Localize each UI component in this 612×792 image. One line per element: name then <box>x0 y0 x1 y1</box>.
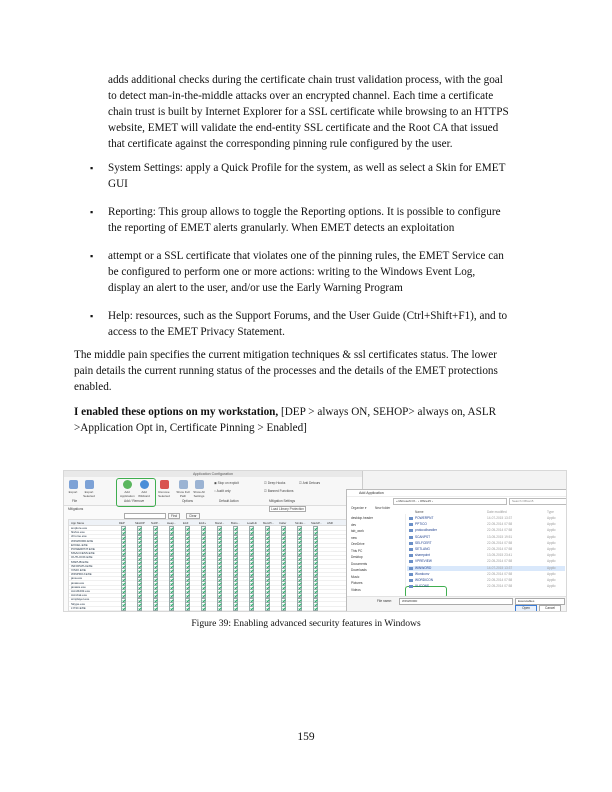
nav-item[interactable]: Music <box>351 574 360 579</box>
mitigation-checkbox[interactable] <box>153 606 158 611</box>
nav-item[interactable]: This PC <box>351 548 363 553</box>
application-file-icon <box>409 542 413 545</box>
remove-selected-button[interactable]: Remove Selected <box>157 480 171 498</box>
nav-item[interactable]: tab_work <box>351 529 364 533</box>
file-item[interactable] <box>407 522 565 527</box>
grid-column-header[interactable]: Heap... <box>167 521 177 525</box>
nav-item[interactable]: desktop.header <box>351 516 373 520</box>
mitigation-checkbox[interactable] <box>169 606 174 611</box>
bullet-help-line-2: access to the EMET Privacy Statement. <box>108 326 285 338</box>
emet-screenshot-figure <box>63 470 567 612</box>
file-date: 13-05-2015 19:51 <box>487 534 513 539</box>
mitigations-grid <box>68 519 363 611</box>
grid-column-header[interactable]: LoadLib <box>247 521 257 525</box>
file-type: Applic <box>547 578 556 582</box>
file-item[interactable] <box>407 553 565 558</box>
show-full-path-button[interactable]: Show Full Path <box>176 480 190 498</box>
bullet-marker: ▪ <box>90 163 94 173</box>
export-icon <box>69 480 78 489</box>
stop-on-exploit-radio[interactable]: ◉ Stop on exploit <box>214 481 239 485</box>
app-name: javaw.exe <box>71 580 85 585</box>
file-date: 22-05-2014 07:58 <box>487 584 513 589</box>
tooltip: Load Library Protection <box>271 507 304 511</box>
file-date: 22-05-2014 07:58 <box>487 578 513 582</box>
mitigations-label: Mitigations <box>68 507 84 511</box>
settings-icon <box>195 480 204 489</box>
bullet-system-settings-line-1: System Settings: apply a Quick Profile for the system, as well as select a Skin for EMET <box>108 162 506 174</box>
bullet-reporting-line-1: Reporting: This group allows to toggle the Reporting options. It is possible to configure <box>108 206 501 218</box>
cancel-button[interactable]: Cancel <box>539 605 561 612</box>
nav-item[interactable]: Pictures <box>351 581 363 585</box>
file-item[interactable] <box>407 559 565 564</box>
app-name: INFOPATH.EXE <box>71 563 93 568</box>
file-date: 22-05-2014 07:58 <box>487 522 513 527</box>
file-type: Applic <box>547 547 556 551</box>
mitigation-checkbox[interactable] <box>281 606 286 611</box>
file-type: Applic <box>547 553 556 558</box>
group-mitigation-settings: Mitigation Settings <box>269 499 296 503</box>
dialog-footer <box>347 596 567 612</box>
file-item[interactable] <box>407 578 565 583</box>
file-type: Applic <box>547 534 556 539</box>
export-button[interactable]: Export <box>66 480 80 494</box>
file-type: Applic <box>547 571 556 576</box>
grid-column-header[interactable]: ASR <box>327 521 333 525</box>
nav-item[interactable]: OneDrive <box>351 542 365 546</box>
file-date: 22-05-2014 07:58 <box>487 559 513 564</box>
bullet-attempt-line-2: be configured to perform one or more actions: writing to the Windows Event Log, <box>108 266 476 278</box>
file-item[interactable] <box>407 535 565 540</box>
group-add-remove: Add / Remove <box>124 499 145 503</box>
application-file-icon <box>409 554 413 557</box>
file-type: Applic <box>547 516 556 520</box>
paragraph-middle-pain-line-3: enabled. <box>74 381 112 393</box>
enabled-options-detail: [DEP > always ON, SEHOP> always on, ASLR <box>278 406 497 418</box>
paragraph-pinning-line-4: website, EMET will validate the end-entity SSL certificate and the Root CA that issued <box>108 122 499 134</box>
application-file-icon <box>409 517 413 520</box>
path-icon <box>179 480 188 489</box>
application-file-icon <box>409 523 413 526</box>
application-file-icon <box>409 573 413 576</box>
app-name: WINWORD.EXE <box>71 538 94 543</box>
file-type: Applic <box>547 540 556 545</box>
organize-button[interactable]: Organize ▾ <box>351 506 367 510</box>
app-name: firefox.exe <box>71 530 85 535</box>
mitigation-checkbox[interactable] <box>121 606 126 611</box>
navigation-pane <box>349 514 406 594</box>
group-file: File <box>72 499 78 503</box>
application-file-icon <box>409 529 413 532</box>
app-name: chrome.exe <box>71 534 87 539</box>
file-date: 22-05-2014 07:58 <box>487 571 513 576</box>
grid-column-header[interactable]: MemPr... <box>263 521 275 525</box>
file-name: PPTICO <box>415 522 427 527</box>
application-file-icon <box>409 579 413 582</box>
mitigation-checkbox[interactable] <box>185 606 190 611</box>
file-name-field[interactable]: WINWORD <box>399 598 513 605</box>
address-bar <box>349 498 565 504</box>
grid-column-header[interactable]: SimEx... <box>295 521 306 525</box>
figure-caption: Figure 39: Enabling advanced security features in Windows <box>191 618 421 629</box>
nav-item[interactable]: Videos <box>351 587 361 592</box>
bullet-attempt-line-1: attempt or a SSL certificate that violates one of the pinning rules, the EMET Service can <box>108 250 504 262</box>
mitigation-checkbox[interactable] <box>233 606 238 611</box>
add-application-button[interactable]: Add Application <box>120 480 134 498</box>
app-name: POWERPNT.EXE <box>71 547 95 551</box>
bullet-reporting-line-2: the reporting of EMET alerts granularly. When EMET detects an exploitation <box>108 222 455 234</box>
anti-detours-checkbox[interactable]: ☑ Anti Detours <box>299 481 321 485</box>
bullet-marker: ▪ <box>90 311 94 321</box>
file-item[interactable] <box>407 528 565 533</box>
app-name: OUTLOOK.EXE <box>71 555 93 560</box>
file-name: SCANPST <box>415 534 431 539</box>
file-item[interactable] <box>407 541 565 546</box>
grid-column-header[interactable]: Caller <box>279 521 287 525</box>
find-button[interactable]: Find <box>168 513 180 519</box>
paragraph-pinning-line-5: that certificate against the corresponding pinning rule configured by the user. <box>108 138 453 150</box>
file-name: POWERPNT <box>415 516 434 520</box>
mitigation-checkbox[interactable] <box>313 606 318 611</box>
add-application-dialog <box>346 489 567 612</box>
table-row[interactable] <box>69 606 359 611</box>
file-name: VPREVIEW <box>415 559 432 564</box>
application-configuration-window <box>64 471 363 611</box>
mitigation-checkbox[interactable] <box>137 606 142 611</box>
window-title: Application Configuration <box>64 471 362 477</box>
file-item[interactable] <box>407 572 565 577</box>
banned-functions-checkbox[interactable]: ☑ Banned Functions <box>264 489 294 493</box>
grid-column-header[interactable]: SEHOP <box>135 521 145 525</box>
address-path[interactable]: « Microsoft Of... › Office15 › <box>393 498 507 505</box>
app-name: Acrobat.exe <box>71 593 88 598</box>
nav-item[interactable]: dev <box>351 522 357 527</box>
file-item[interactable] <box>407 566 565 571</box>
app-name: AcroRd32.exe <box>71 589 91 593</box>
page-number: 159 <box>297 731 315 743</box>
file-type-select[interactable]: Executables <box>515 598 565 605</box>
grid-column-header[interactable]: DEP <box>119 521 125 525</box>
mitigation-checkbox[interactable] <box>265 606 270 611</box>
grid-column-header[interactable]: StackP... <box>311 521 322 525</box>
paragraph-middle-pain-line-2: pain details the current running status of the processes and the details of the EMET protections <box>74 365 498 377</box>
file-date: 22-05-2014 07:58 <box>487 540 513 545</box>
file-item[interactable] <box>407 516 565 521</box>
nav-item[interactable]: new <box>351 535 357 540</box>
grid-column-header[interactable]: Botto... <box>231 521 240 525</box>
file-name: sharepoint <box>415 553 430 558</box>
enabled-options-lead: I enabled these options on my workstation, <box>74 406 279 418</box>
file-type: Applic <box>547 584 556 589</box>
export-selected-button[interactable]: Export Selected <box>82 480 96 498</box>
file-name-label: File name: <box>377 599 392 603</box>
bullet-marker: ▪ <box>90 207 94 217</box>
file-type: Applic <box>547 559 556 564</box>
group-default-action: Default Action <box>219 499 239 503</box>
new-folder-button[interactable]: New folder <box>375 506 391 510</box>
paragraph-enabled-options-line-2: >Application Opt in, Certificate Pinning > Enabled] <box>74 422 307 434</box>
file-name: SETLANG <box>415 547 430 551</box>
grid-column-header[interactable]: NullP... <box>151 521 160 525</box>
grid-column-header[interactable]: EAF <box>183 521 189 525</box>
mitigation-checkbox[interactable] <box>249 606 254 611</box>
file-name: SELFCERT <box>415 540 432 545</box>
file-list <box>407 510 565 594</box>
clear-button[interactable]: Clear <box>186 513 200 519</box>
bullet-system-settings-line-2: GUI <box>108 178 128 190</box>
file-date: 22-05-2014 07:58 <box>487 528 513 533</box>
ribbon-toolbar <box>64 477 362 506</box>
file-list-header: Name Date modified Type <box>415 510 554 514</box>
app-name: javaws.exe <box>71 584 86 589</box>
file-name: XLICONS <box>415 584 429 589</box>
file-date: 13-05-2015 23:41 <box>487 553 513 558</box>
file-type: Applic <box>547 528 556 533</box>
show-all-settings-button[interactable]: Show All Settings <box>192 480 206 498</box>
dialog-title: Add Application <box>347 490 567 497</box>
open-button[interactable]: Open <box>515 605 537 612</box>
app-name: iexplore.exe <box>71 526 88 530</box>
app-name: EXCEL.EXE <box>71 542 88 547</box>
file-name: WINWORD <box>415 565 432 570</box>
file-item[interactable] <box>407 547 565 552</box>
application-file-icon <box>409 560 413 563</box>
file-type: Applic <box>547 565 556 570</box>
paragraph-pinning-line-2: to detect man-in-the-middle attacks over an encrypted channel. Each time a certificate <box>108 90 494 102</box>
file-date: 22-05-2014 07:58 <box>487 547 513 551</box>
app-name: LYNC.EXE <box>71 605 86 610</box>
grid-column-header[interactable]: App Name <box>71 521 85 525</box>
file-name: WORDICON <box>415 578 434 582</box>
bullet-marker: ▪ <box>90 251 94 261</box>
paragraph-pinning-line-1: adds additional checks during the certificate chain trust validation process, with the goal <box>108 74 503 86</box>
mitigation-checkbox[interactable] <box>217 606 222 611</box>
application-file-icon <box>409 585 413 588</box>
file-date: 14-07-2015 13:37 <box>487 516 513 520</box>
bullet-help-line-1: Help: resources, such as the Support Forums, and the User Guide (Ctrl+Shift+F1), and to <box>108 310 508 322</box>
paragraph-middle-pain-line-1: The middle pain specifies the current mitigation techniques & ssl certificates status. The lower <box>74 349 497 361</box>
paragraph-enabled-options-line-1 <box>74 404 540 420</box>
group-options: Options <box>182 499 193 503</box>
application-file-icon <box>409 536 413 539</box>
mitigation-checkbox[interactable] <box>201 606 206 611</box>
app-name: Skype.exe <box>71 601 86 606</box>
export-selected-icon <box>85 480 94 489</box>
app-name: WINPROJ.EXE <box>71 572 92 577</box>
grid-column-header[interactable]: EAF+ <box>199 521 207 525</box>
file-type: Applic <box>547 522 556 527</box>
grid-column-header[interactable]: Mand... <box>215 521 225 525</box>
nav-item[interactable]: Desktop <box>351 555 363 559</box>
file-date: 14-07-2015 13:37 <box>487 565 513 570</box>
deep-hooks-checkbox[interactable]: ☑ Deep Hooks <box>264 481 286 485</box>
app-name: MSACCESS.EXE <box>71 551 95 556</box>
app-name: wmplayer.exe <box>71 597 90 602</box>
mitigation-checkbox[interactable] <box>297 606 302 611</box>
paragraph-pinning-line-3: chain trust is built by Internet Explorer for a SSL certificate while browsing to an HTTPS <box>108 106 509 118</box>
file-name: Wordconv <box>415 571 430 576</box>
nav-item[interactable]: Downloads <box>351 568 367 572</box>
app-name: java.exe <box>71 576 83 581</box>
nav-item[interactable]: Documents <box>351 561 368 566</box>
bullet-attempt-line-3: display an alert to the user, and/or use the Early Warning Program <box>108 282 403 294</box>
application-file-icon <box>409 548 413 551</box>
file-item[interactable] <box>407 584 565 589</box>
add-wildcard-button[interactable]: Add Wildcard <box>137 480 151 498</box>
search-input[interactable]: Search Office15 <box>509 498 567 505</box>
remove-icon <box>160 480 169 489</box>
application-file-icon <box>409 567 413 570</box>
audit-only-radio[interactable]: ○ Audit only <box>214 489 231 493</box>
app-name: VISIO.EXE <box>71 568 86 572</box>
app-name: MSPUB.EXE <box>71 559 89 564</box>
file-name: protocolhandler <box>415 528 437 533</box>
